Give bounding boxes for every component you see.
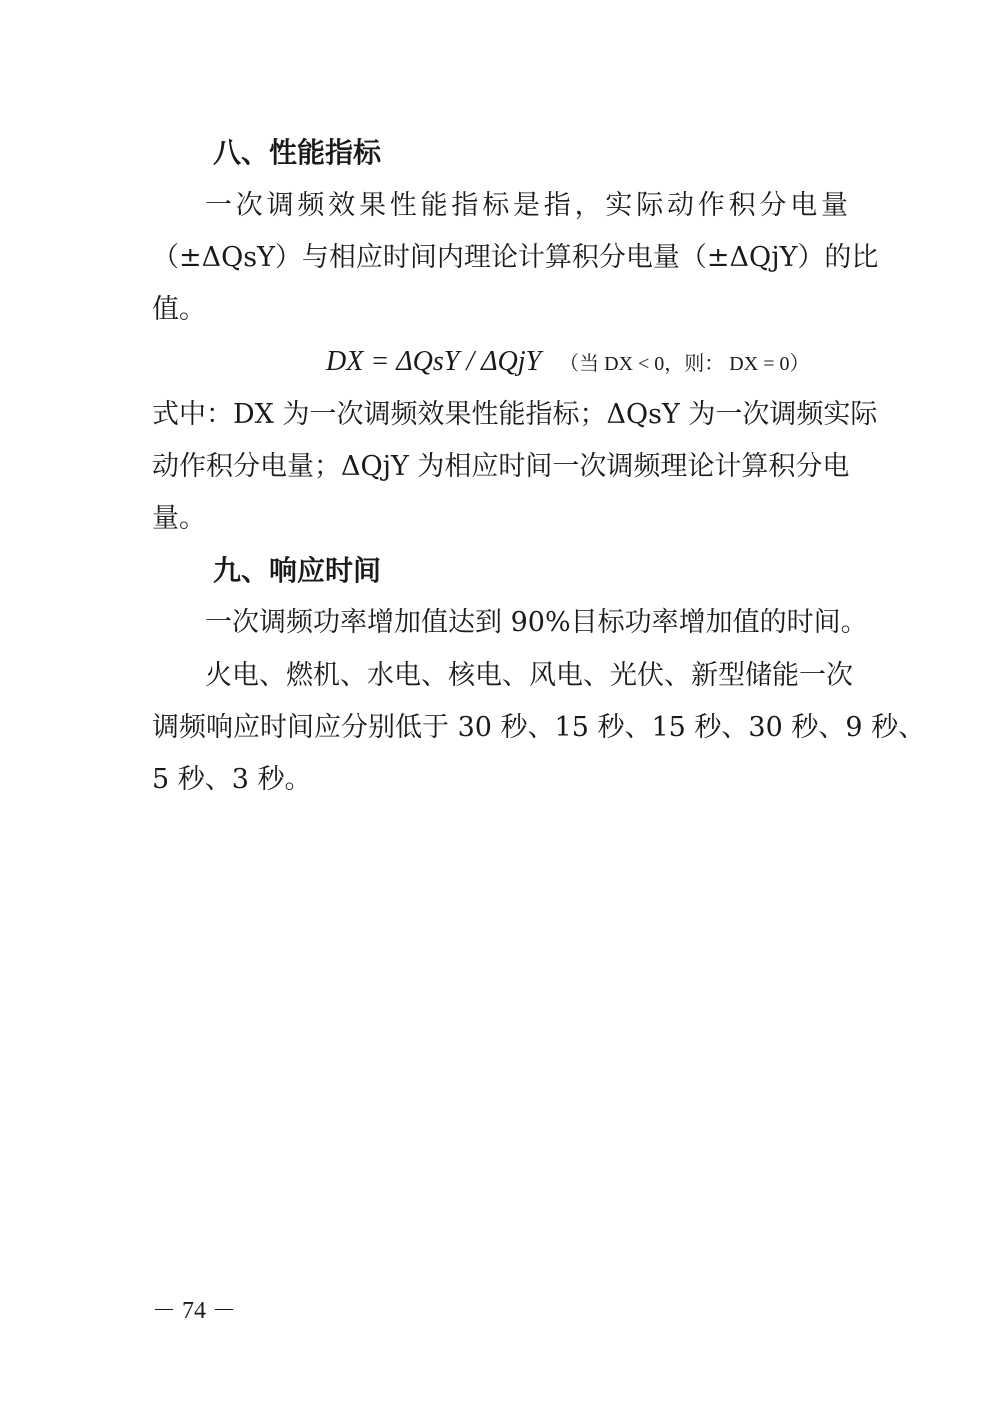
formula (326, 342, 809, 384)
page-number: － 74 － (152, 1298, 236, 1324)
paragraph-line: 一次调频效果性能指标是指，实际动作积分电量 (205, 190, 848, 221)
section-heading-performance-index: 八、性能指标 (213, 136, 382, 169)
formula-condition: （当 DX < 0，则： DX = 0） (559, 353, 810, 375)
paragraph-line: 量。 (152, 503, 206, 534)
paragraph-line: 式中：DX 为一次调频效果性能指标；ΔQsY 为一次调频实际 (152, 399, 878, 430)
paragraph-line: 一次调频功率增加值达到 90%目标功率增加值的时间。 (205, 607, 868, 638)
paragraph-line: 火电、燃机、水电、核电、风电、光伏、新型储能一次 (205, 660, 853, 691)
formula-expression: DX = ΔQsY / ΔQjY (326, 346, 542, 377)
paragraph-line: 5 秒、3 秒。 (152, 764, 312, 795)
paragraph-line: （±ΔQsY）与相应时间内理论计算积分电量（±ΔQjY）的比 (152, 242, 879, 273)
section-heading-response-time: 九、响应时间 (213, 554, 382, 587)
paragraph-line: 调频响应时间应分别低于 30 秒、15 秒、15 秒、30 秒、9 秒、 (152, 712, 926, 743)
paragraph-line: 动作积分电量；ΔQjY 为相应时间一次调频理论计算积分电 (152, 451, 850, 482)
paragraph-line: 值。 (152, 294, 206, 325)
